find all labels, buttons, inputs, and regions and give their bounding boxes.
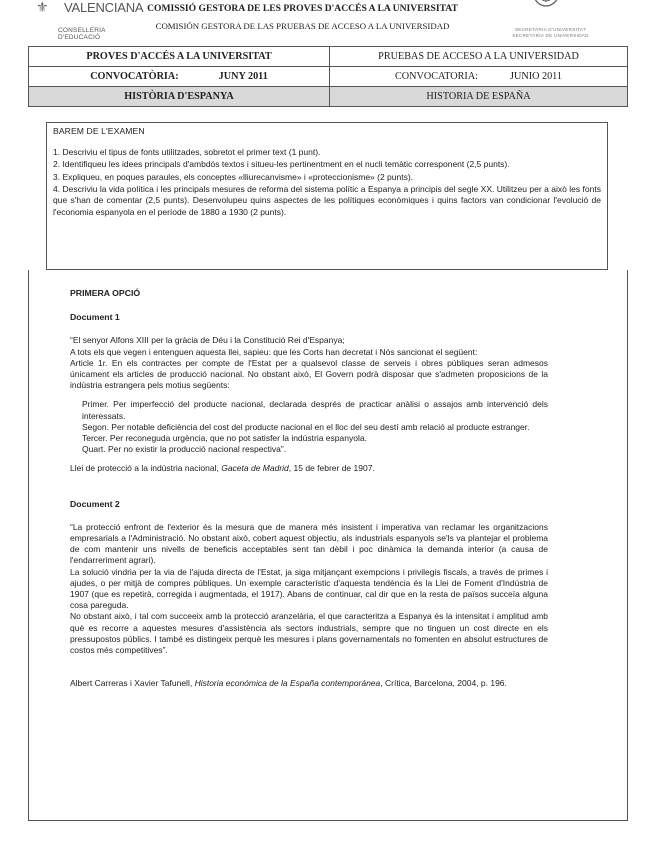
generalitat-emblem-icon: ⚜ xyxy=(36,1,48,16)
logo-line-2: SECRETARÍA DE UNIVERSIDAD xyxy=(512,33,589,38)
doc1-paragraph: “El senyor Alfons XIII per la gràcia de Déu i la Constitució Rei d'Espanya; xyxy=(70,335,345,346)
val-convocatoria xyxy=(29,67,330,87)
grading-item: 2. Identifiqueu les idees principals d'ambdós textos i situeu-les pertinentment en el nucli temàtic corresponent (2,5 punts). xyxy=(53,159,510,170)
doc1-list-item: Primer. Per imperfecció del producte nacional, declarada després de practicar anàlisi o assajos amb intervenció dels interessats. xyxy=(82,399,548,421)
option-title: PRIMERA OPCIÓ xyxy=(70,288,141,298)
header-title-valencian: COMISSIÓ GESTORA DE LES PROVES D'ACCÉS A LA UNIVERSITAT xyxy=(147,3,458,14)
val-exam-title: PROVES D'ACCÉS A LA UNIVERSITAT xyxy=(29,47,330,67)
source-publisher: , Crítica, Barcelona, 2004, p. 196. xyxy=(380,678,507,689)
doc1-list-item: Segon. Per notable deficiència del cost del producte nacional en el lloc del seu destí amb relació al producte estranger. xyxy=(82,421,530,432)
secretaria-logo xyxy=(488,0,613,42)
doc1-list-item: Quart. Per no existir la producció nacional respectiva”. xyxy=(82,444,287,455)
document-1-title: Document 1 xyxy=(70,312,120,323)
doc2-paragraph: La solució vindria per la via de l'ajuda directa de l'Estat, ja siga mitjançant exempcions i privilegis fiscals, a través de primes i ajudes, o per mitjà de compres públiques. Un exemple característic d'aquesta tendència és la Llei de Foment d'Indústria de 1907 (que es repetirà, corregida i augmentada, el 1917). Abans de continuar, cal dir que en la resta de països succeïa alguna cosa pareguda. xyxy=(70,566,548,611)
grading-item: 1. Descriviu el tipus de fonts utilitzades, sobretot el primer text (1 punt). xyxy=(53,147,321,157)
header-titles xyxy=(140,0,465,32)
val-conv-value: JUNY 2011 xyxy=(218,71,268,82)
logo-name: VALENCIANA xyxy=(64,0,144,15)
logo-subtitle: CONSELLERIA D'EDUCACIÓ xyxy=(58,27,106,41)
seal-icon xyxy=(526,0,566,14)
es-convocatoria xyxy=(330,67,628,87)
source-date: , 15 de febrer de 1907. xyxy=(288,463,375,474)
doc2-paragraph: “La protecció enfront de l'exterior és la mesura que de manera més insistent i imperativa van reclamar les organitzacions empresarials a l'Administració. No obstant això, cobert aquest objectiu, als industrials espanyols se'ls va plantejar el problema de com mantenir uns nivells de beneficis acceptables sent tan dèbil i poc dinàmica la demanda interior (a causa de l'endarreriment agrari). xyxy=(70,521,548,566)
es-conv-label: CONVOCATORIA: xyxy=(395,71,479,82)
es-subject: HISTORIA DE ESPAÑA xyxy=(330,87,628,107)
source-publication: Gaceta de Madrid xyxy=(221,463,289,474)
doc1-paragraph: A tots els que vegen i entenguen aquesta llei, sapieu: que les Corts han decretat i Nós sancionat el següent: xyxy=(70,346,478,357)
doc2-paragraph: No obstant això, i tal com succeeix amb la protecció aranzelària, el que caracteritza a Espanya és la intensitat i amplitud amb què es recorre a aquestes mesures d'assistència als sectors industrials, sempre que no tinguen un cost directe en els pressupostos públics. I també es distingeix perquè les mesures i plans governamentals no fomenten en absolut estructures de costos més competitives”. xyxy=(70,611,548,656)
generalitat-logo xyxy=(30,0,144,41)
page-header xyxy=(0,0,655,44)
doc2-source xyxy=(70,678,548,689)
document-2-title: Document 2 xyxy=(70,498,120,509)
es-exam-title: PRUEBAS DE ACCESO A LA UNIVERSIDAD xyxy=(330,47,628,67)
logo-line-1: SECRETARIA D'UNIVERSITAT xyxy=(514,27,587,32)
grading-scale-box xyxy=(46,122,608,270)
header-title-spanish: COMISIÓN GESTORA DE LAS PRUEBAS DE ACCESO A LA UNIVERSIDAD xyxy=(155,21,450,31)
source-authors: Albert Carreras i Xavier Tafunell, xyxy=(70,678,195,689)
exam-info-table xyxy=(28,46,628,107)
source-text: Llei de protecció a la indústria nacional, xyxy=(70,463,222,474)
val-conv-label: CONVOCATÒRIA: xyxy=(90,71,179,82)
es-conv-value: JUNIO 2011 xyxy=(510,71,562,82)
grading-item: 4. Descriviu la vida política i les principals mesures de reforma del sistema polític a Espanya a principis del segle XX. Utilitzeu per a això les fonts que s'han de comentar (2,5 punts). Desenvolupeu quins aspectes de les polítiques econòmiques i quins factors van condicionar l'evolució de l'economia espanyola en el període de 1880 a 1930 (2 punts). xyxy=(53,184,601,217)
doc1-list-item: Tercer. Per reconeguda urgència, que no pot satisfer la indústria espanyola. xyxy=(82,433,367,444)
val-subject: HISTÒRIA D'ESPANYA xyxy=(29,87,330,107)
source-book-title: Historia económica de la España contemporánea xyxy=(194,678,381,689)
doc1-source xyxy=(70,463,548,474)
grading-scale-title: BAREM DE L'EXAMEN xyxy=(53,126,145,136)
doc1-paragraph: Article 1r. En els contractes per compte de l'Estat per a qualsevol classe de serveis i obres públiques seran admesos únicament els articles de producció nacional. No obstant això, El Govern podrà disposar que s'admeten proposicions de la indústria estrangera pels motius següents: xyxy=(70,357,548,391)
exam-content xyxy=(70,288,548,689)
grading-item: 3. Expliqueu, en poques paraules, els conceptes «lliurecanvisme» i «proteccionisme» (2 punts). xyxy=(53,171,414,182)
